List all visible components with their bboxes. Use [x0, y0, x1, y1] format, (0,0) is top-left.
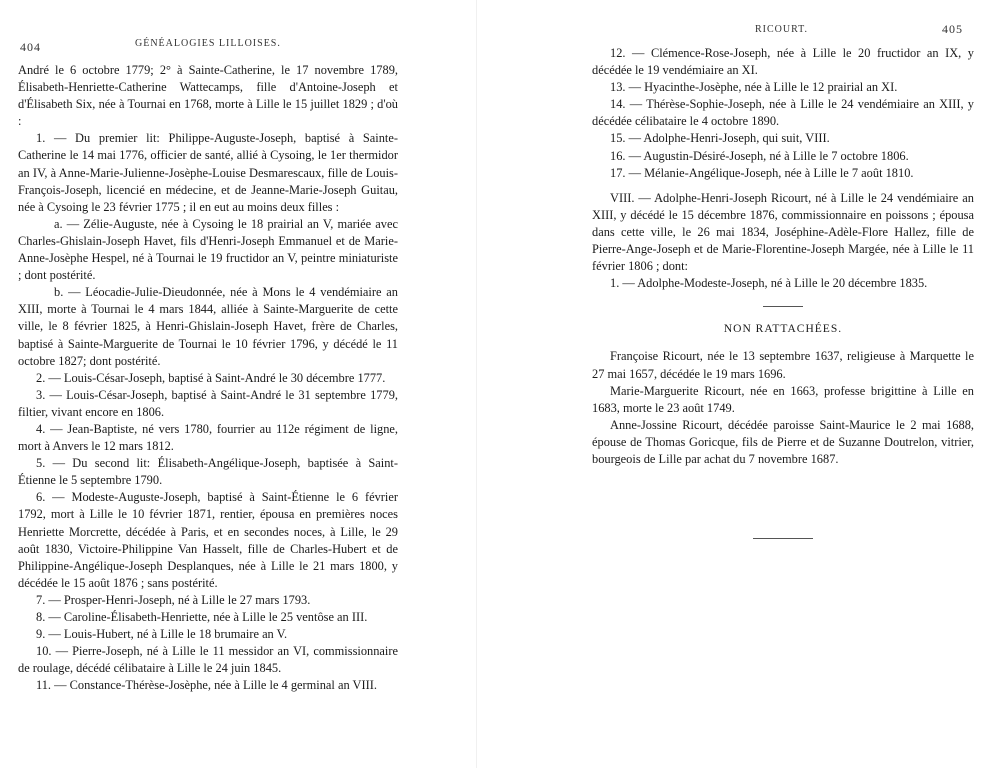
unattached-entry: Marie-Marguerite Ricourt, née en 1663, professe brigittine à Lille en 1683, morte le 23 août 1749.	[592, 383, 974, 415]
book-gutter	[476, 0, 477, 768]
paragraph: 6. — Modeste-Auguste-Joseph, baptisé à Saint-Étienne le 6 février 1792, mort à Lille le 10 février 1871, rentier, épousa en premières noces Henriette Morcrette, décédée à Paris, et en secondes noces, à Lille, le 29 août 1830, Victoire-Philippine Van Hasselt, fille de Charles-Hubert et de Philippine-Angélique-Joseph Desplanques, née à Lille le 21 mars 1800, y décédée le 15 août 1876 ; sans postérité.	[18, 490, 398, 590]
generation-viii-child: 1. — Adolphe-Modeste-Joseph, né à Lille le 20 décembre 1835.	[610, 276, 928, 291]
paragraph: 1. — Du premier lit: Philippe-Auguste-Joseph, baptisé à Sainte-Catherine le 14 mai 1776, officier de santé, allié à Cysoing, le 1er thermidor an IV, à Anne-Marie-Julienne-Josèphe-Louise Desmarescaux, fille de Louis-François-Joseph, licencié en médecine, et de Jeanne-Marie-Joseph Guitau, née à Cysoing le 23 février 1775 ; il en eut au moins deux filles :	[18, 131, 398, 214]
child-entry: 15. — Adolphe-Henri-Joseph, qui suit, VIII.	[610, 131, 830, 146]
paragraph: 7. — Prosper-Henri-Joseph, né à Lille le 27 mars 1793.	[36, 592, 311, 607]
paragraph: 11. — Constance-Thérèse-Josèphe, née à Lille le 4 germinal an VIII.	[36, 678, 377, 693]
left-page-body	[18, 62, 398, 694]
paragraph: b. — Léocadie-Julie-Dieudonnée, née à Mons le 4 vendémiaire an XIII, morte à Tournai le 4 mars 1844, alliée à Sainte-Marguerite de cette ville, le 8 février 1825, à Henri-Ghislain-Joseph Havet, frère de Charles, baptisé à Sainte-Marguerite de Tournai le 10 février 1796, y décédé le 11 octobre 1827; dont postérité.	[18, 285, 398, 368]
generation-viii-entry: VIII. — Adolphe-Henri-Joseph Ricourt, né à Lille le 24 vendémiaire an XIII, y décédé le 15 décembre 1876, commissionnaire en poissons ; épousa dans cette ville, le 26 mai 1834, Joséphine-Adèle-Flore Hallez, fille de Pierre-Ange-Joseph et de Marie-Florentine-Joseph Margée, née à Lille le 11 février 1806 ; dont:	[592, 190, 974, 274]
right-page-number: 405	[942, 22, 963, 36]
paragraph: 2. — Louis-César-Joseph, baptisé à Saint-André le 30 décembre 1777.	[36, 370, 386, 385]
unattached-entry: Anne-Jossine Ricourt, décédée paroisse Saint-Maurice le 2 mai 1688, épouse de Thomas Goricque, fils de Pierre et de Suzanne Doutrelon, vitrier, bourgeois de Lille par achat du 7 novembre 1687.	[592, 417, 974, 466]
child-entry: 17. — Mélanie-Angélique-Joseph, née à Lille le 7 août 1810.	[610, 165, 914, 180]
child-entry: 16. — Augustin-Désiré-Joseph, né à Lille le 7 octobre 1806.	[610, 148, 909, 163]
right-running-head: RICOURT.	[755, 24, 809, 35]
paragraph: André le 6 octobre 1779; 2° à Sainte-Catherine, le 17 novembre 1789, Élisabeth-Henriette-Catherine Wattecamps, fille d'Antoine-Joseph et d'Élisabeth Six, née à Tournai en 1768, morte à Lille le 15 juillet 1829 ; d'où :	[18, 63, 398, 129]
paragraph: 4. — Jean-Baptiste, né vers 1780, fourrier au 112e régiment de ligne, mort à Anvers le 12 mars 1812.	[18, 421, 398, 454]
paragraph: 9. — Louis-Hubert, né à Lille le 18 brumaire an V.	[36, 627, 288, 642]
child-entry: 14. — Thérèse-Sophie-Joseph, née à Lille le 24 vendémiaire an XIII, y décédée célibataire le 4 octobre 1890.	[592, 97, 974, 129]
paragraph: a. — Zélie-Auguste, née à Cysoing le 18 prairial an V, mariée avec Charles-Ghislain-Joseph Havet, fils d'Henri-Joseph Emmanuel et de Marie-Anne-Josèphe Hespel, né à Tournai le 19 fructidor an V, peintre miniaturiste ; dont postérité.	[18, 216, 398, 283]
unattached-entry: Françoise Ricourt, née le 13 septembre 1637, religieuse à Marquette le 27 mai 1657, décédée le 19 mars 1696.	[592, 349, 974, 381]
section-title: NON RATTACHÉES.	[723, 323, 843, 336]
end-divider	[753, 538, 813, 539]
paragraph: 10. — Pierre-Joseph, né à Lille le 11 messidor an VI, commissionnaire de roulage, décédé célibataire à Lille le 24 juin 1845.	[18, 644, 398, 676]
left-running-head: GÉNÉALOGIES LILLOISES.	[135, 38, 281, 49]
left-page-number: 404	[20, 40, 41, 54]
child-entry: 13. — Hyacinthe-Josèphe, née à Lille le 12 prairial an XI.	[610, 80, 898, 95]
paragraph: 5. — Du second lit: Élisabeth-Angélique-Joseph, baptisée à Saint-Étienne le 5 septembre 1790.	[18, 456, 398, 488]
right-page-body	[592, 45, 974, 553]
paragraph: 3. — Louis-César-Joseph, baptisé à Saint-André le 31 septembre 1779, filtier, vivant encore en 1806.	[18, 387, 398, 419]
paragraph: 8. — Caroline-Élisabeth-Henriette, née à Lille le 25 ventôse an III.	[36, 610, 368, 624]
section-divider	[763, 306, 803, 307]
child-entry: 12. — Clémence-Rose-Joseph, née à Lille le 20 fructidor an IX, y décédée le 19 vendémiaire an XI.	[592, 46, 974, 78]
